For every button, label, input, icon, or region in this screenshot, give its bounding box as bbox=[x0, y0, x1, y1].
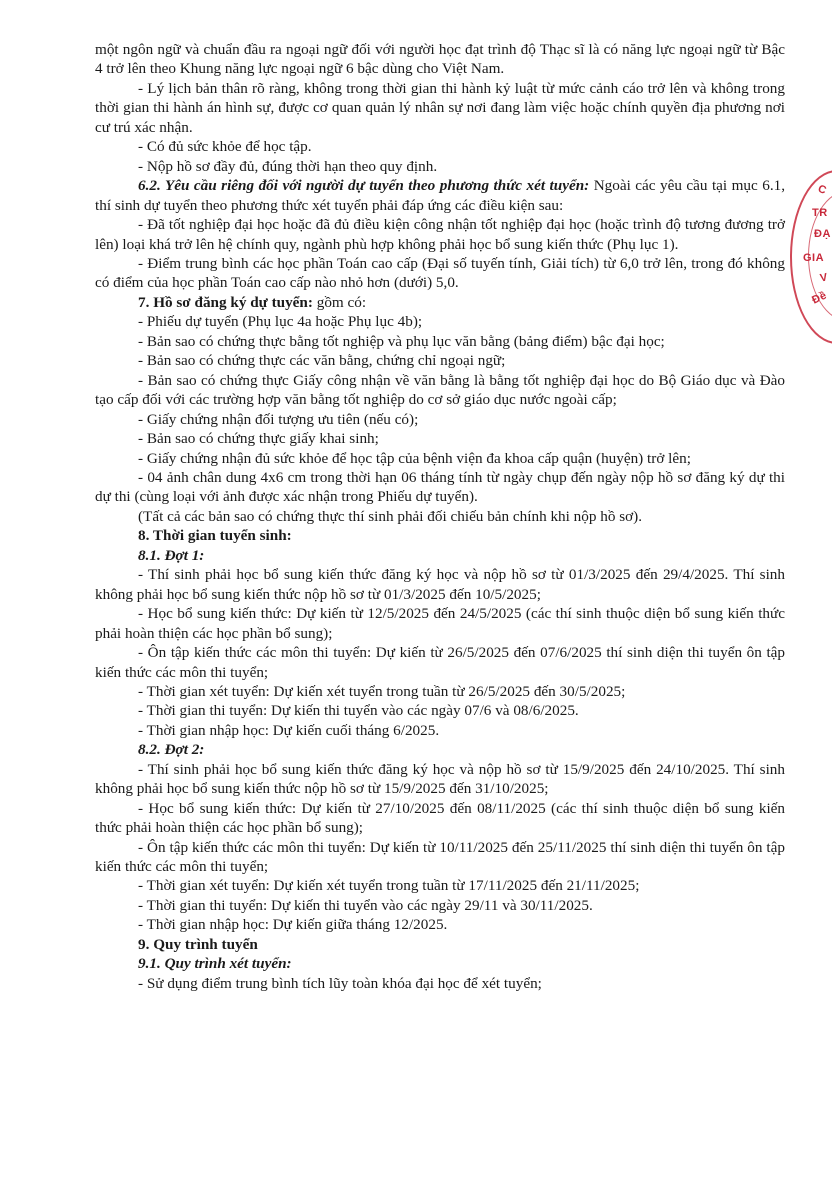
paragraph: - Lý lịch bản thân rõ ràng, không trong thời gian thi hành kỷ luật từ mức cảnh cáo trở lên và không trong thời gian thi hành án hình sự, được cơ quan quản lý nhân sự nơi đang làm việc hoặc chính quyền địa phương nơi cư trú xác nhận. bbox=[95, 79, 785, 136]
stamp-text: GIA bbox=[803, 252, 825, 264]
stamp-text: V bbox=[819, 271, 829, 285]
paragraph: - Nộp hồ sơ đầy đủ, đúng thời hạn theo quy định. bbox=[138, 157, 438, 175]
paragraph: một ngôn ngữ và chuẩn đầu ra ngoại ngữ đối với người học đạt trình độ Thạc sĩ là có năng lực ngoại ngữ từ Bậc 4 trở lên theo Khung năng lực ngoại ngữ 6 bậc dùng cho Việt Nam. bbox=[95, 41, 785, 78]
stamp-text: TR bbox=[812, 207, 828, 219]
paragraph: - Phiếu dự tuyển (Phụ lục 4a hoặc Phụ lục 4b); bbox=[138, 313, 423, 331]
subsection-heading: 9.1. Quy trình xét tuyển: bbox=[138, 955, 292, 973]
section-6-2 bbox=[95, 176, 785, 215]
paragraph: - Ôn tập kiến thức các môn thi tuyển: Dự kiến từ 26/5/2025 đến 07/6/2025 thí sinh diện thi tuyển ôn tập kiến thức các môn thi tuyển; bbox=[95, 644, 785, 681]
paragraph: - Thí sinh phải học bổ sung kiến thức đăng ký học và nộp hồ sơ từ 01/3/2025 đến 29/4/2025. Thí sinh không phải học bổ sung kiến thức nộp hồ sơ từ 01/3/2025 đến 10/5/2025; bbox=[95, 566, 785, 603]
paragraph: - Thời gian xét tuyển: Dự kiến xét tuyển trong tuần từ 26/5/2025 đến 30/5/2025; bbox=[138, 682, 626, 700]
paragraph: - Ôn tập kiến thức các môn thi tuyển: Dự kiến từ 10/11/2025 đến 25/11/2025 thí sinh diện thi tuyển ôn tập kiến thức các môn thi tuyển; bbox=[95, 838, 785, 876]
paragraph: - Đã tốt nghiệp đại học hoặc đã đủ điều kiện công nhận tốt nghiệp đại học (hoặc trình độ tương đương trở lên) loại khá trở lên hệ chính quy, ngành phù hợp không phải học bổ sung kiến thức (Phụ lục 1). bbox=[95, 216, 785, 253]
section-heading: 8. Thời gian tuyển sinh: bbox=[138, 527, 292, 545]
paragraph: - Có đủ sức khỏe để học tập. bbox=[138, 138, 312, 156]
subsection-heading: 8.1. Đợt 1: bbox=[138, 546, 205, 564]
paragraph: - Bản sao có chứng thực các văn bằng, chứng chỉ ngoại ngữ; bbox=[138, 352, 506, 370]
section-body: Ngoài các yêu cầu tại mục 6.1, thí sinh dự tuyển theo phương thức xét tuyển phải đáp ứng các điều kiện sau: bbox=[95, 177, 786, 214]
paragraph: - Bản sao có chứng thực giấy khai sinh; bbox=[138, 430, 379, 448]
paragraph: - Thí sinh phải học bổ sung kiến thức đăng ký học và nộp hồ sơ từ 15/9/2025 đến 24/10/2025. Thí sinh không phải học bổ sung kiến thức nộp hồ sơ từ 15/9/2025 đến 31/10/2025; bbox=[95, 760, 785, 798]
paragraph: - Bản sao có chứng thực bằng tốt nghiệp và phụ lục văn bằng (bảng điểm) bậc đại học; bbox=[138, 332, 665, 350]
stamp-text: C bbox=[816, 182, 829, 198]
paragraph: (Tất cả các bản sao có chứng thực thí sinh phải đối chiếu bản chính khi nộp hồ sơ). bbox=[138, 507, 643, 525]
subsection-heading: 8.2. Đợt 2: bbox=[138, 741, 205, 759]
paragraph: - 04 ảnh chân dung 4x6 cm trong thời hạn 06 tháng tính từ ngày chụp đến ngày nộp hồ sơ đăng ký dự thi dự thi (cùng loại với ảnh được xác nhận trong Phiếu dự tuyển). bbox=[95, 468, 785, 506]
paragraph: - Thời gian xét tuyển: Dự kiến xét tuyển trong tuần từ 17/11/2025 đến 21/11/2025; bbox=[138, 877, 640, 895]
paragraph: - Giấy chứng nhận đủ sức khỏe để học tập của bệnh viện đa khoa cấp quận (huyện) trở lên; bbox=[138, 449, 691, 467]
section-7 bbox=[95, 293, 785, 312]
section-heading: 7. Hồ sơ đăng ký dự tuyển: bbox=[138, 293, 313, 311]
section-heading: 6.2. Yêu cầu riêng đối với người dự tuyển theo phương thức xét tuyển: bbox=[138, 177, 590, 195]
paragraph: - Sử dụng điểm trung bình tích lũy toàn khóa đại học để xét tuyển; bbox=[138, 974, 542, 992]
paragraph: - Điểm trung bình các học phần Toán cao cấp (Đại số tuyến tính, Giải tích) từ 6,0 trở lên, trong đó không có điểm của học phần Toán cao cấp nào nhỏ hơn (dưới) 5,0. bbox=[95, 254, 785, 292]
stamp-text: Đề bbox=[810, 289, 829, 307]
section-heading: 9. Quy trình tuyển bbox=[138, 935, 258, 953]
paragraph: - Học bổ sung kiến thức: Dự kiến từ 27/10/2025 đến 08/11/2025 (các thí sinh thuộc diện bổ sung kiến thức phải hoàn thiện các học phần bổ sung); bbox=[95, 799, 785, 837]
paragraph: - Học bổ sung kiến thức: Dự kiến từ 12/5/2025 đến 24/5/2025 (các thí sinh thuộc diện bổ sung kiến thức phải hoàn thiện các học phần bổ sung); bbox=[95, 605, 785, 642]
document-body bbox=[95, 40, 785, 993]
paragraph: - Giấy chứng nhận đối tượng ưu tiên (nếu có); bbox=[138, 410, 419, 428]
section-body: gồm có: bbox=[312, 293, 367, 311]
paragraph: - Thời gian thi tuyển: Dự kiến thi tuyển vào các ngày 07/6 và 08/6/2025. bbox=[138, 702, 579, 720]
stamp-text: ĐẠ bbox=[814, 228, 831, 240]
paragraph: - Thời gian thi tuyển: Dự kiến thi tuyển vào các ngày 29/11 và 30/11/2025. bbox=[138, 896, 593, 914]
paragraph: - Thời gian nhập học: Dự kiến cuối tháng 6/2025. bbox=[138, 721, 440, 739]
paragraph: - Thời gian nhập học: Dự kiến giữa tháng 12/2025. bbox=[138, 916, 448, 934]
paragraph: - Bản sao có chứng thực Giấy công nhận về văn bằng là bằng tốt nghiệp đại học do Bộ Giáo dục và Đào tạo cấp đối với các trường hợp văn bằng tốt nghiệp do cơ sở giáo dục nước ngoài cấp; bbox=[95, 371, 785, 409]
